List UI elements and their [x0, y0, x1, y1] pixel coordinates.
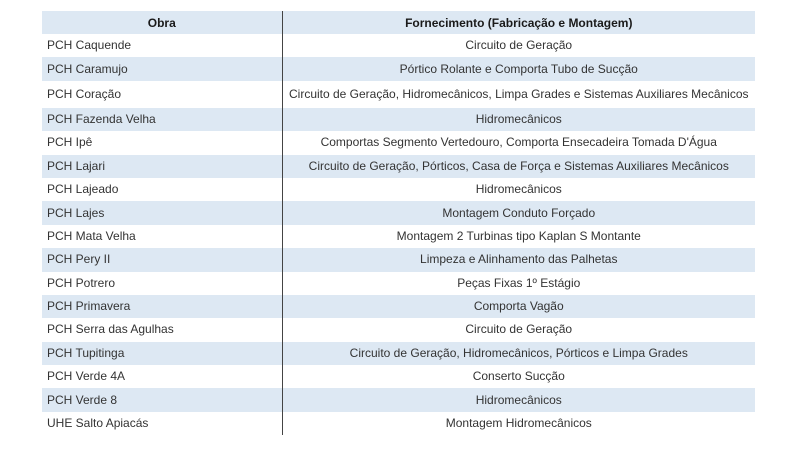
- cell-fornecimento: Circuito de Geração: [282, 34, 755, 57]
- table-row: [42, 365, 755, 388]
- cell-fornecimento: Hidromecânicos: [282, 388, 755, 411]
- table-row: [42, 318, 755, 341]
- table-row: [42, 57, 755, 80]
- cell-fornecimento: Peças Fixas 1º Estágio: [282, 272, 755, 295]
- cell-obra: PCH Caramujo: [42, 57, 282, 80]
- cell-fornecimento: Hidromecânicos: [282, 108, 755, 131]
- table-row: [42, 225, 755, 248]
- table-row: [42, 34, 755, 57]
- table-row: [42, 388, 755, 411]
- table-row: [42, 342, 755, 365]
- table-row: [42, 201, 755, 224]
- column-header-obra: Obra: [42, 11, 282, 34]
- cell-fornecimento: Limpeza e Alinhamento das Palhetas: [282, 248, 755, 271]
- cell-fornecimento: Circuito de Geração, Hidromecânicos, Limpa Grades e Sistemas Auxiliares Mecânicos: [282, 81, 755, 108]
- cell-fornecimento: Montagem Conduto Forçado: [282, 201, 755, 224]
- cell-fornecimento: Circuito de Geração: [282, 318, 755, 341]
- cell-obra: UHE Salto Apiacás: [42, 412, 282, 435]
- cell-obra: PCH Verde 4A: [42, 365, 282, 388]
- cell-obra: PCH Caquende: [42, 34, 282, 57]
- cell-obra: PCH Coração: [42, 81, 282, 108]
- cell-obra: PCH Lajes: [42, 201, 282, 224]
- column-header-fornecimento: Fornecimento (Fabricação e Montagem): [282, 11, 755, 34]
- cell-obra: PCH Serra das Agulhas: [42, 318, 282, 341]
- table-row: [42, 295, 755, 318]
- cell-obra: PCH Lajari: [42, 155, 282, 178]
- cell-obra: PCH Primavera: [42, 295, 282, 318]
- cell-fornecimento: Comporta Vagão: [282, 295, 755, 318]
- cell-fornecimento: Montagem Hidromecânicos: [282, 412, 755, 435]
- table-row: [42, 155, 755, 178]
- table-row: [42, 131, 755, 154]
- cell-fornecimento: Hidromecânicos: [282, 178, 755, 201]
- cell-fornecimento: Pórtico Rolante e Comporta Tubo de Sucção: [282, 57, 755, 80]
- cell-obra: PCH Verde 8: [42, 388, 282, 411]
- cell-fornecimento: Comportas Segmento Vertedouro, Comporta Ensecadeira Tomada D'Água: [282, 131, 755, 154]
- cell-obra: PCH Mata Velha: [42, 225, 282, 248]
- table-row: [42, 412, 755, 435]
- cell-obra: PCH Pery II: [42, 248, 282, 271]
- obras-table: [42, 11, 755, 435]
- obras-table-container: [42, 11, 755, 435]
- table-row: [42, 248, 755, 271]
- cell-fornecimento: Montagem 2 Turbinas tipo Kaplan S Montante: [282, 225, 755, 248]
- table-row: [42, 81, 755, 108]
- table-row: [42, 272, 755, 295]
- cell-obra: PCH Ipê: [42, 131, 282, 154]
- cell-fornecimento: Circuito de Geração, Hidromecânicos, Pórticos e Limpa Grades: [282, 342, 755, 365]
- table-row: [42, 108, 755, 131]
- table-header-row: [42, 11, 755, 34]
- cell-obra: PCH Fazenda Velha: [42, 108, 282, 131]
- cell-fornecimento: Circuito de Geração, Pórticos, Casa de Força e Sistemas Auxiliares Mecânicos: [282, 155, 755, 178]
- cell-obra: PCH Tupitinga: [42, 342, 282, 365]
- table-row: [42, 178, 755, 201]
- cell-obra: PCH Potrero: [42, 272, 282, 295]
- cell-obra: PCH Lajeado: [42, 178, 282, 201]
- cell-fornecimento: Conserto Sucção: [282, 365, 755, 388]
